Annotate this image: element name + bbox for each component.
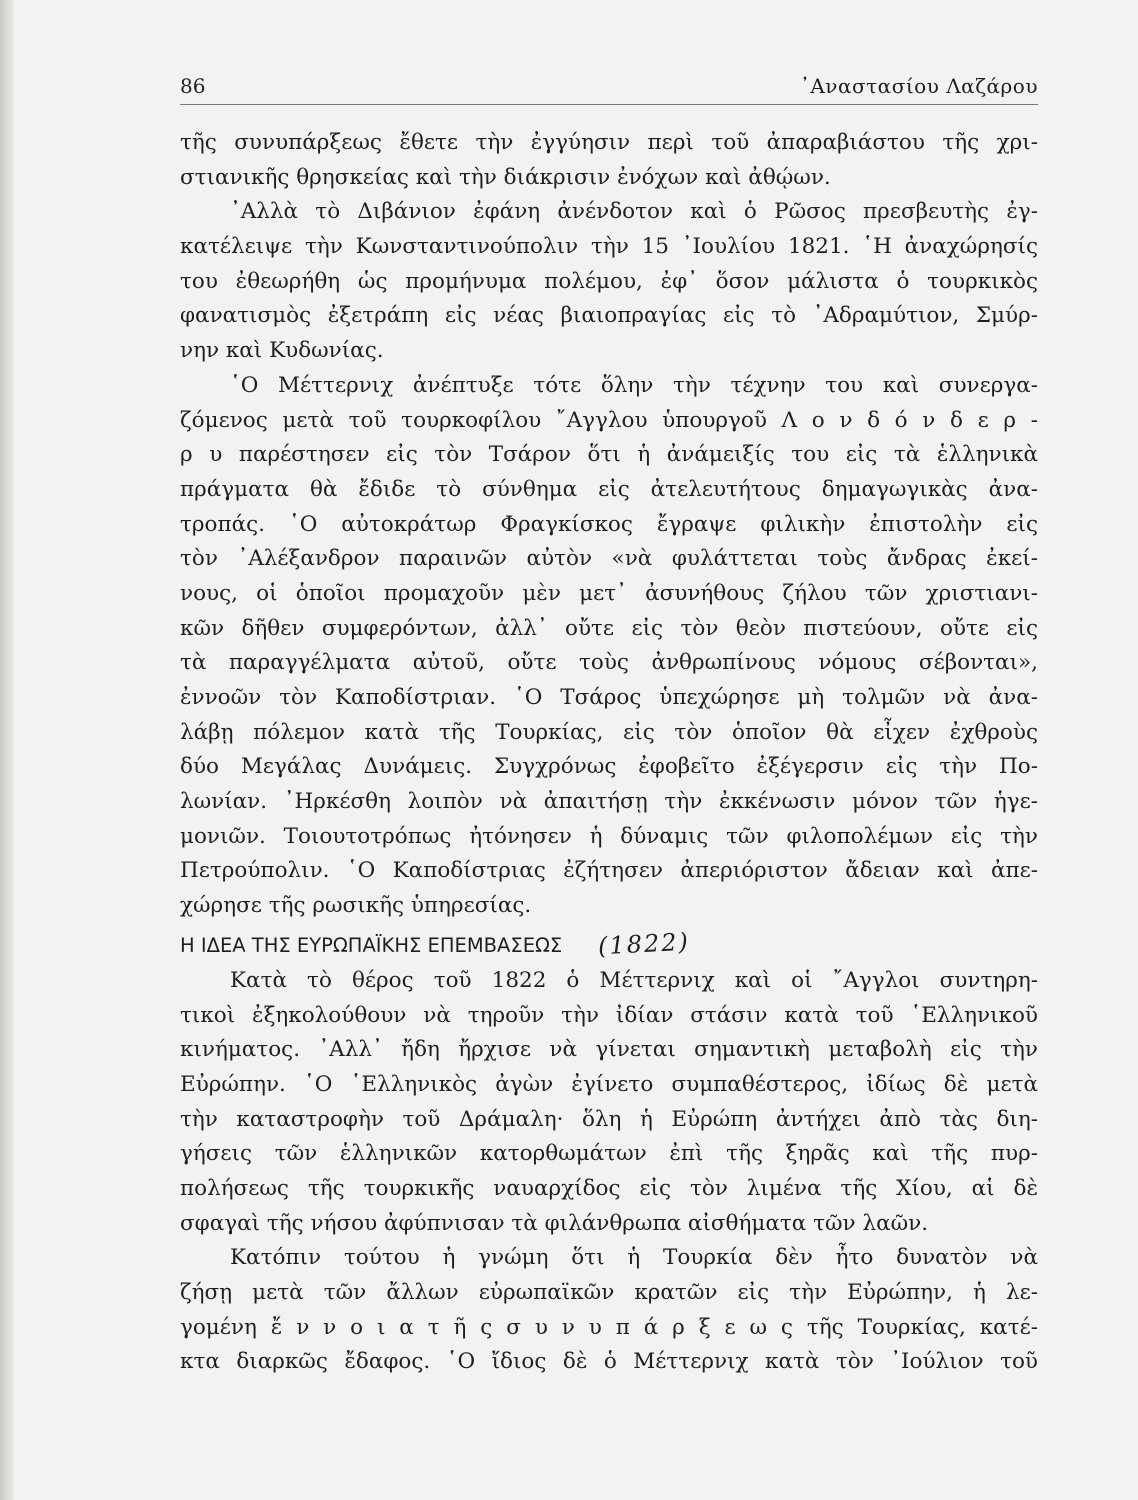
text-line: πολήσεως τῆς τουρκικῆς ναυαρχίδος εἰς τὸν λιμένα τῆς Χίου, αἱ δὲ bbox=[180, 1175, 1038, 1201]
text-line: γομένη ἔ ν ν ο ι α τ ῆ ς σ υ ν υ π ά ρ ξ ε ω ς τῆς Τουρκίας, κατέ- bbox=[180, 1314, 1038, 1340]
text-line: ἐννοῶν τὸν Καποδίστριαν. ῾Ο Τσάρος ὑπεχώρησε μὴ τολμῶν νὰ ἀνα- bbox=[180, 685, 1038, 710]
document-page bbox=[180, 70, 1038, 1380]
text-line: νους, οἱ ὁποῖοι προμαχοῦν μὲν μετ᾿ ἀσυνήθους ζήλου τῶν χριστιανι- bbox=[180, 580, 1038, 606]
header-rule bbox=[180, 104, 1038, 105]
text-line: Πετρούπολιν. ῾Ο Καποδίστριας ἐζήτησεν ἀπεριόριστον ἄδειαν καὶ ἀπε- bbox=[180, 858, 1038, 884]
text-line: τὴν καταστροφὴν τοῦ Δράμαλη· ὅλη ἡ Εὐρώπη ἀντήχει ἀπὸ τὰς διη- bbox=[180, 1106, 1038, 1132]
text-line: ζήσῃ μετὰ τῶν ἄλλων εὐρωπαϊκῶν κρατῶν εἰς τὴν Εὐρώπην, ἡ λε- bbox=[180, 1280, 1038, 1305]
text-line: λωνίαν. ᾿Ηρκέσθη λοιπὸν νὰ ἀπαιτήσῃ τὴν ἐκκένωσιν μόνον τῶν ἡγε- bbox=[180, 789, 1038, 815]
running-title: ᾿Αναστασίου Λαζάρου bbox=[799, 74, 1038, 98]
text-line: τροπάς. ῾Ο αὐτοκράτωρ Φραγκίσκος ἔγραψε φιλικὴν ἐπιστολὴν εἰς bbox=[180, 511, 1038, 537]
section-heading-text: Η ΙΔΕΑ ΤΗΣ ΕΥΡΩΠΑΪΚΗΣ ΕΠΕΜΒΑΣΕΩΣ bbox=[180, 933, 563, 957]
text-line: Κατὰ τὸ θέρος τοῦ 1822 ὁ Μέττερνιχ καὶ οἱ ῎Αγγλοι συντηρη- bbox=[230, 967, 1038, 993]
text-line: ᾿Αλλὰ τὸ Διβάνιον ἐφάνη ἀνένδοτον καὶ ὁ Ρῶσος πρεσβευτὴς ἐγ- bbox=[230, 199, 1038, 225]
handwritten-annotation: (1822) bbox=[597, 927, 691, 961]
text-line: τὰ παραγγέλματα αὐτοῦ, οὔτε τοὺς ἀνθρωπίνους νόμους σέβονται», bbox=[180, 650, 1038, 676]
text-line: Εὐρώπην. ῾Ο ῾Ελληνικὸς ἀγὼν ἐγίνετο συμπαθέστερος, ἰδίως δὲ μετὰ bbox=[180, 1071, 1038, 1097]
text-line: κῶν δῆθεν συμφερόντων, ἀλλ᾿ οὔτε εἰς τὸν θεὸν πιστεύουν, οὔτε εἰς bbox=[180, 615, 1038, 641]
text-line: νην καὶ Κυδωνίας. bbox=[180, 338, 384, 364]
text-line: στιανικῆς θρησκείας καὶ τὴν διάκρισιν ἐνόχων καὶ ἀθῴων. bbox=[180, 164, 831, 190]
scan-edge-shadow bbox=[0, 0, 14, 1500]
text-line: του ἐθεωρήθη ὡς προμήνυμα πολέμου, ἐφ᾿ ὅσον μάλιστα ὁ τουρκικὸς bbox=[180, 268, 1038, 294]
text-line: κτα διαρκῶς ἔδαφος. ῾Ο ἴδιος δὲ ὁ Μέττερνιχ κατὰ τὸν ᾿Ιούλιον τοῦ bbox=[180, 1349, 1038, 1375]
page-header bbox=[180, 70, 1038, 106]
text-line: χώρησε τῆς ρωσικῆς ὑπηρεσίας. bbox=[180, 893, 532, 919]
text-line: τῆς συνυπάρξεως ἔθετε τὴν ἐγγύησιν περὶ τοῦ ἀπαραβιάστου τῆς χρι- bbox=[180, 130, 1038, 155]
text-line: πράγματα θὰ ἔδιδε τὸ σύνθημα εἰς ἀτελευτήτους δημαγωγικὰς ἀνα- bbox=[180, 476, 1038, 502]
text-line: Κατόπιν τούτου ἡ γνώμη ὅτι ἡ Τουρκία δὲν ἦτο δυνατὸν νὰ bbox=[230, 1245, 1038, 1271]
text-line: λάβῃ πόλεμον κατὰ τῆς Τουρκίας, εἰς τὸν ὁποῖον θὰ εἶχεν ἐχθροὺς bbox=[180, 719, 1038, 745]
text-line: δύο Μεγάλας Δυνάμεις. Συγχρόνως ἐφοβεῖτο ἐξέγερσιν εἰς τὴν Πο- bbox=[180, 754, 1038, 780]
page-number: 86 bbox=[180, 74, 206, 98]
text-line: ρ υ παρέστησεν εἰς τὸν Τσάρον ὅτι ἡ ἀνάμειξίς του εἰς τὰ ἑλληνικὰ bbox=[180, 442, 1038, 468]
section-heading bbox=[180, 924, 1038, 964]
text-line: τικοὶ ἐξηκολούθουν νὰ τηροῦν τὴν ἰδίαν στάσιν κατὰ τοῦ ῾Ελληνικοῦ bbox=[180, 1002, 1038, 1028]
text-line: μονιῶν. Τοιουτοτρόπως ἠτόνησεν ἡ δύναμις τῶν φιλοπολέμων εἰς τὴν bbox=[180, 823, 1038, 849]
body-text bbox=[180, 126, 1038, 1380]
text-line: σφαγαὶ τῆς νήσου ἀφύπνισαν τὰ φιλάνθρωπα αἰσθήματα τῶν λαῶν. bbox=[180, 1210, 929, 1236]
text-line: τὸν ᾿Αλέξανδρον παραινῶν αὐτὸν «νὰ φυλάττεται τοὺς ἄνδρας ἐκεί- bbox=[180, 546, 1038, 572]
text-line: γήσεις τῶν ἑλληνικῶν κατορθωμάτων ἐπὶ τῆς ξηρᾶς καὶ τῆς πυρ- bbox=[180, 1141, 1038, 1167]
text-line: φανατισμὸς ἐξετράπη εἰς νέας βιαιοπραγίας εἰς τὸ ᾿Αδραμύτιον, Σμύρ- bbox=[180, 303, 1038, 329]
text-line: κατέλειψε τὴν Κωνσταντινούπολιν τὴν 15 ᾿Ιουλίου 1821. ῾Η ἀναχώρησίς bbox=[180, 234, 1038, 260]
text-line: ῾Ο Μέττερνιχ ἀνέπτυξε τότε ὅλην τὴν τέχνην του καὶ συνεργα- bbox=[230, 372, 1038, 398]
text-line: κινήματος. ᾿Αλλ᾿ ἤδη ἤρχισε νὰ γίνεται σημαντικὴ μεταβολὴ εἰς τὴν bbox=[180, 1037, 1038, 1063]
text-line: ζόμενος μετὰ τοῦ τουρκοφίλου ῎Αγγλου ὑπουργοῦ Λ ο ν δ ό ν δ ε ρ - bbox=[180, 407, 1038, 433]
